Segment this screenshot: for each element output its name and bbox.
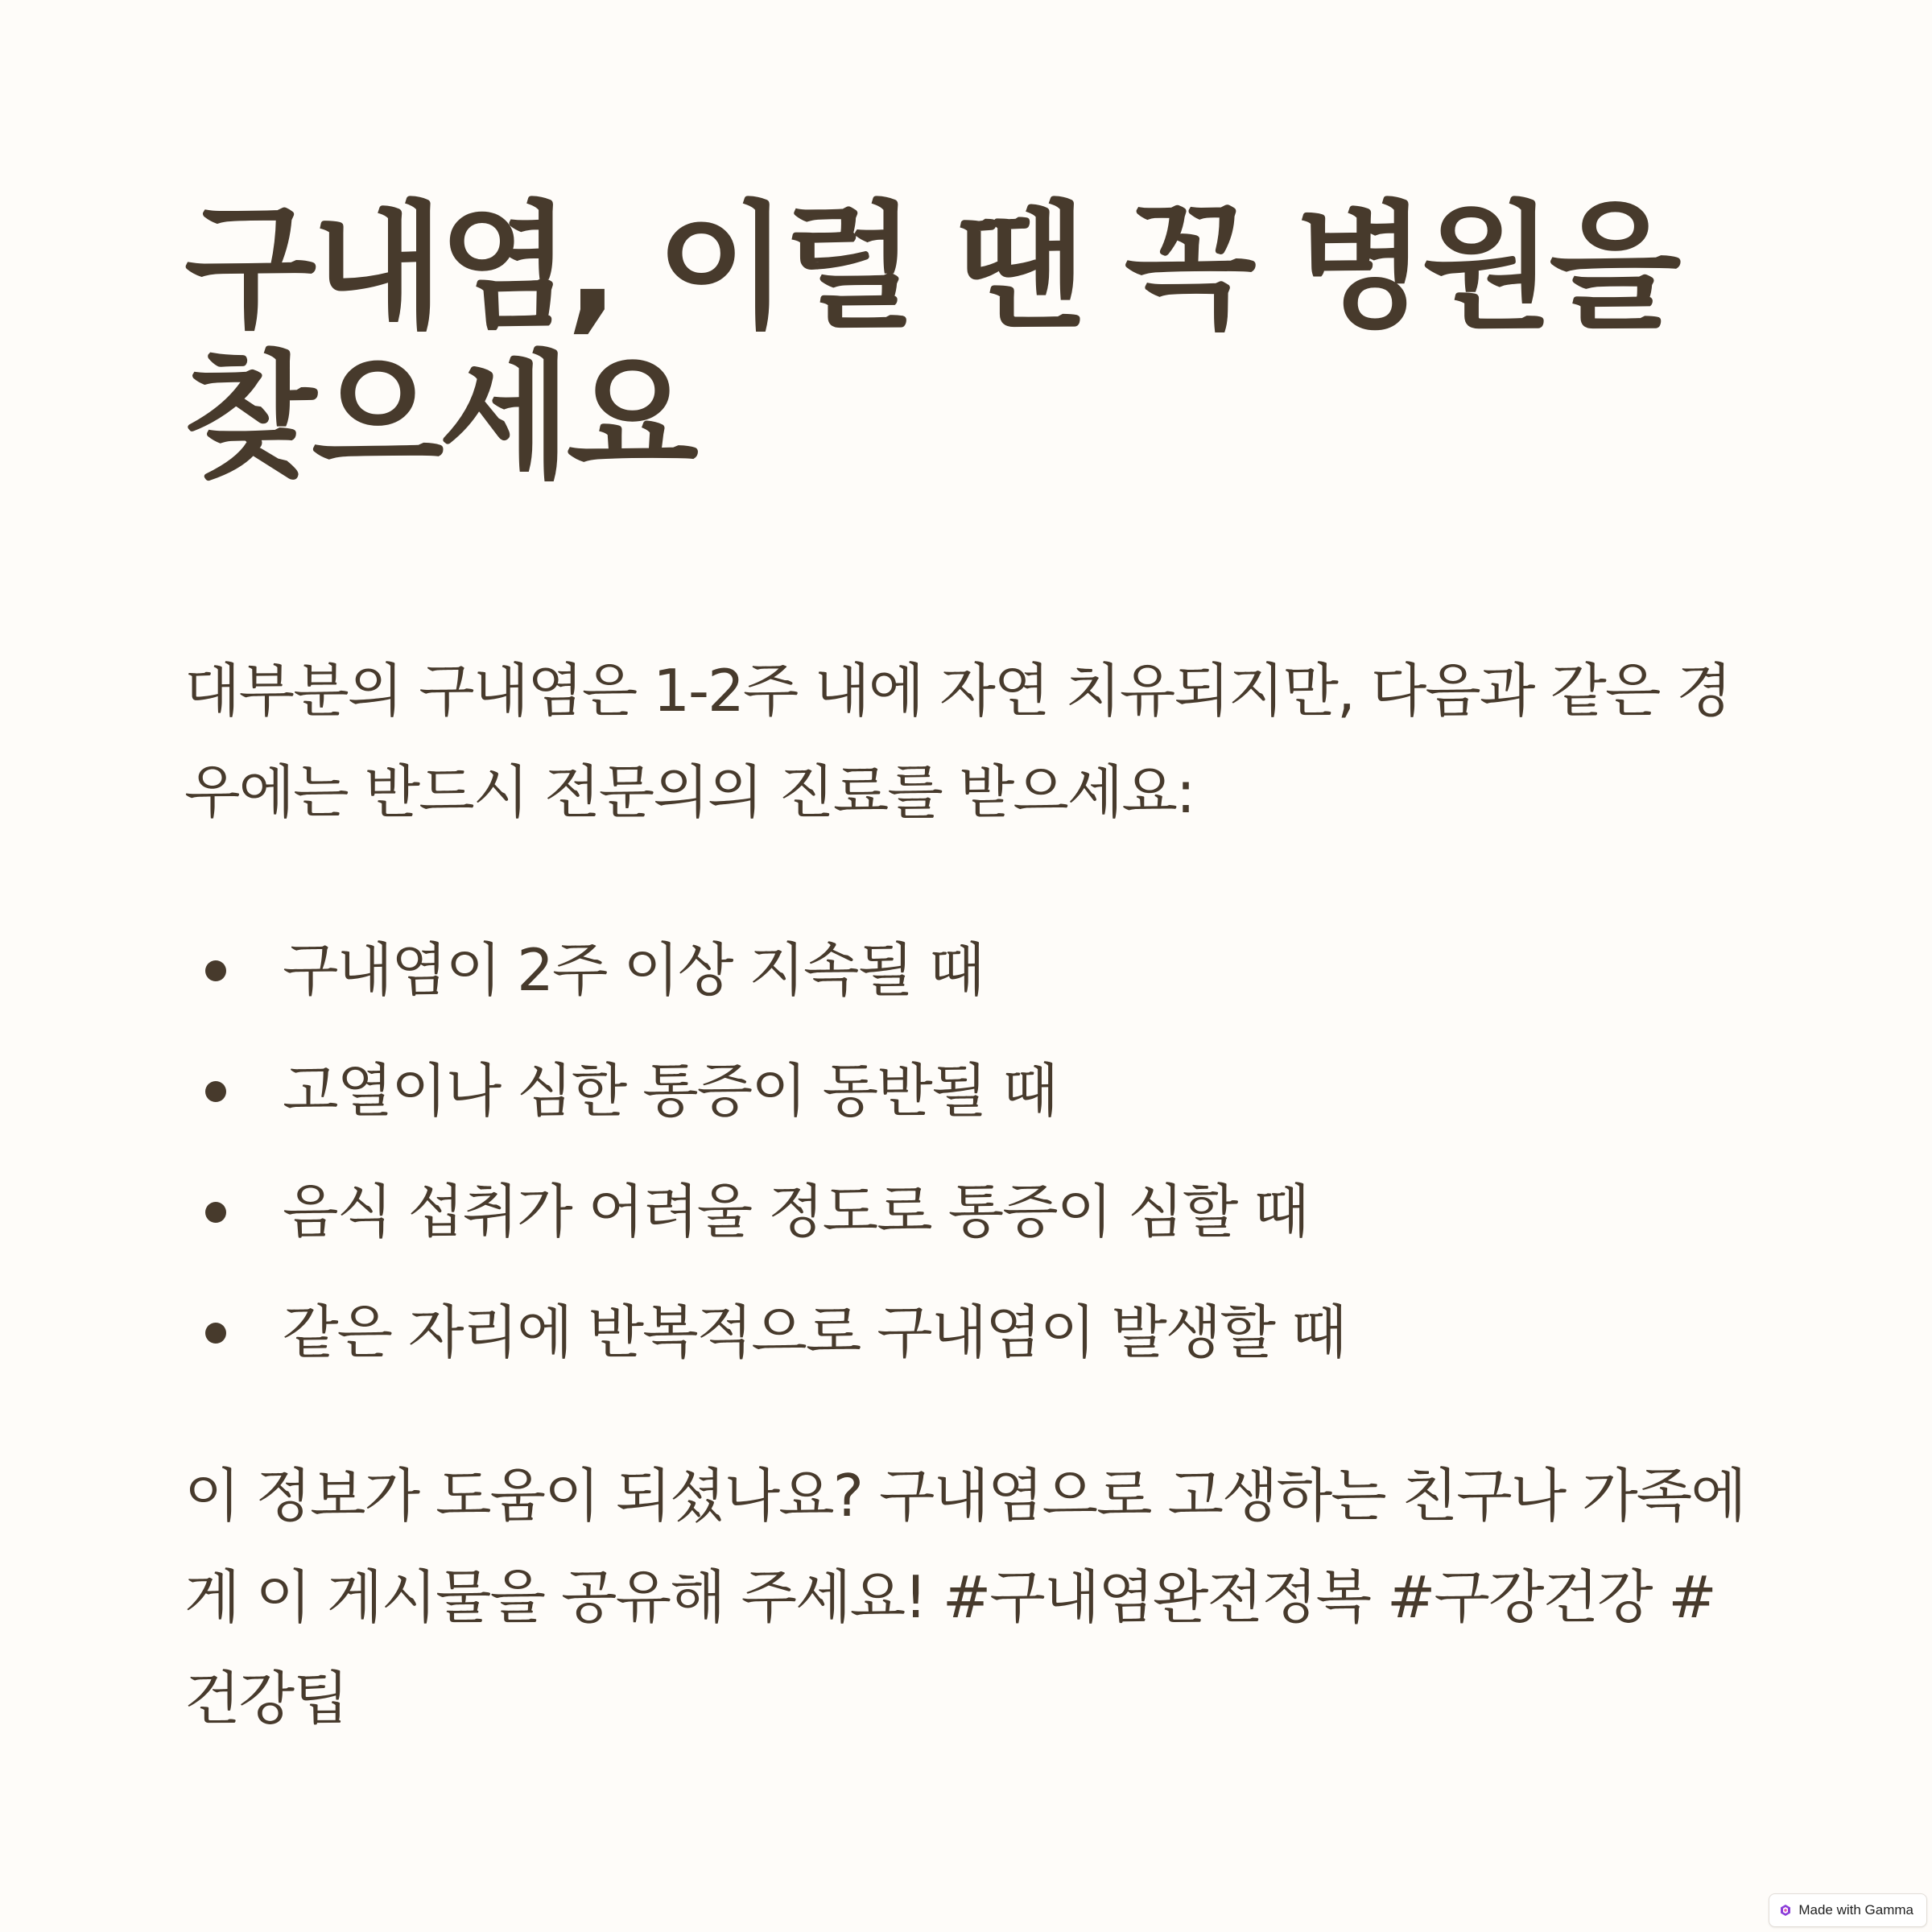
bullet-icon [205, 1081, 226, 1102]
bullet-icon [205, 1323, 226, 1344]
list-item [184, 1151, 1762, 1272]
page-title: 구내염, 이럴 땐 꼭 병원을 찾으세요 [184, 188, 1677, 497]
list-item-text: 같은 자리에 반복적으로 구내염이 발생할 때 [283, 1298, 1346, 1366]
intro-paragraph: 대부분의 구내염은 1-2주 내에 자연 치유되지만, 다음과 같은 경우에는 반드시 전문의의 진료를 받으세요: [184, 657, 1731, 826]
slide-content [184, 188, 1762, 1732]
badge-label: Made with Gamma [1798, 1902, 1913, 1918]
list-item-text: 고열이나 심한 통증이 동반될 때 [283, 1057, 1057, 1125]
made-with-gamma-badge[interactable] [1769, 1893, 1927, 1927]
gamma-logo-icon [1779, 1904, 1792, 1917]
bullet-icon [205, 1202, 226, 1223]
list-item-text: 구내염이 2주 이상 지속될 때 [283, 936, 984, 1004]
warning-list [184, 910, 1762, 1393]
bullet-icon [205, 960, 226, 981]
list-item [184, 1030, 1762, 1151]
list-item [184, 910, 1762, 1030]
closing-paragraph: 이 정보가 도움이 되셨나요? 구내염으로 고생하는 친구나 가족에게 이 게시물을 공유해 주세요! #구내염완전정복 #구강건강 #건강팁 [184, 1462, 1745, 1732]
list-item-text: 음식 섭취가 어려울 정도로 통증이 심할 때 [283, 1178, 1308, 1245]
list-item [184, 1272, 1762, 1393]
